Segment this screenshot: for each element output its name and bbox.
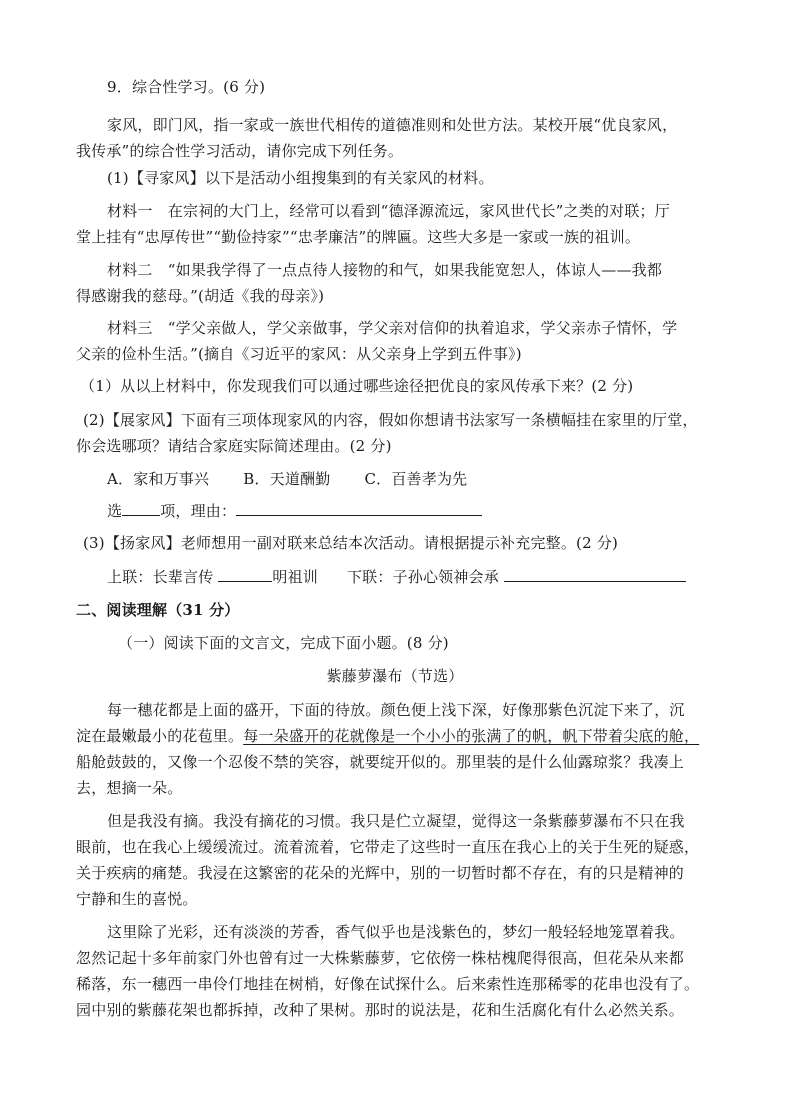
option-blank[interactable] (122, 498, 160, 516)
para-1-line-2-start: 淀在最嫩最小的花苞里。 (76, 727, 244, 745)
para-1-line-2 (76, 723, 716, 749)
intro-line-1: 家风，即门风，指一家或一族世代相传的道德准则和处世方法。某校开展“优良家风， (107, 116, 678, 134)
upper-couplet-suffix: 明祖训 (272, 568, 318, 586)
task-1-heading: (1)【寻家风】以下是活动小组搜集到的有关家风的材料。 (107, 169, 494, 187)
upper-couplet-blank[interactable] (218, 564, 272, 582)
lower-couplet-blank[interactable] (504, 564, 686, 582)
upper-couplet-prefix: 上联：长辈言传 (107, 568, 214, 586)
para-1-line-4: 去，想摘一朵。 (76, 779, 183, 797)
material-1-line-1: 材料一 在宗祠的大门上，经常可以看到“德泽源流远，家风世代长”之类的对联；厅 (107, 202, 670, 220)
section-2-heading: 二、阅读理解（31 分） (76, 601, 240, 619)
para-3-line-2: 忽然记起十多年前家门外也曾有过一大株紫藤萝，它依傍一株枯槐爬得很高，但花朵从来都 (76, 949, 685, 967)
couplet-line (107, 564, 747, 590)
material-2-line-2: 得感谢我的慈母。”(胡适《我的母亲》) (76, 287, 325, 305)
para-2-line-4: 宁静和生的喜悦。 (76, 890, 198, 908)
select-prefix: 选 (107, 502, 123, 520)
para-1-line-3: 船舱鼓鼓的，又像一个忍俊不禁的笑容，就要绽开似的。那里装的是什么仙露琼浆？我凑上 (76, 753, 685, 771)
task-2-line-1: (2)【展家风】下面有三项体现家风的内容，假如你想请书法家写一条横幅挂在家里的厅堂， (83, 411, 698, 429)
para-1-line-1: 每一穗花都是上面的盛开，下面的待放。颜色便上浅下深，好像那紫色沉淀下来了，沉 (107, 701, 685, 719)
task-1-question: （1）从以上材料中，你发现我们可以通过哪些途径把优良的家风传承下来？(2 分) (80, 377, 634, 395)
choices-row (107, 466, 747, 492)
para-2-line-2: 眼前，也在我心上缓缓流过。流着流着，它带走了这些时一直压在我心上的关于生死的疑惑， (76, 838, 700, 856)
passage-title: 紫藤萝瀑布（节选） (326, 667, 464, 685)
para-3-line-1: 这里除了光彩，还有淡淡的芳香，香气似乎也是浅紫色的，梦幻一般轻轻地笼罩着我。 (107, 923, 685, 941)
task-3-line-1: (3)【扬家风】老师想用一副对联来总结本次活动。请根据提示补充完整。(2 分) (83, 534, 619, 552)
para-2-line-3: 关于疾病的痛楚。我浸在这繁密的花朵的光辉中，别的一切暂时都不存在，有的只是精神的 (76, 864, 685, 882)
lower-couplet-prefix: 下联：子孙心领神会承 (346, 568, 499, 586)
material-3-line-1: 材料三 “学父亲做人，学父亲做事，学父亲对信仰的执着追求，学父亲赤子情怀，学 (107, 319, 678, 337)
para-2-line-1: 但是我没有摘。我没有摘花的习惯。我只是伫立凝望，觉得这一条紫藤萝瀑布不只在我 (107, 812, 685, 830)
reason-blank[interactable] (236, 498, 482, 516)
para-3-line-3: 稀落，东一穗西一串伶仃地挂在树梢，好像在试探什么。后来索性连那稀零的花串也没有了。 (76, 975, 700, 993)
select-reason-label: 项，理由： (160, 502, 237, 520)
question-9-title: 9．综合性学习。(6 分) (107, 78, 266, 96)
selection-line (107, 498, 747, 524)
choice-b: B．天道酬勤 (243, 470, 331, 488)
intro-line-2: 我传承”的综合性学习活动，请你完成下列任务。 (76, 142, 404, 160)
underlined-sentence: 每一朵盛开的花就像是一个小小的张满了的帆，帆下带着尖底的舱， (243, 727, 700, 745)
part-1-instruction: （一）阅读下面的文言文，完成下面小题。(8 分) (118, 634, 449, 652)
material-1-line-2: 堂上挂有“忠厚传世”“勤俭持家”“忠孝廉洁”的牌匾。这些大多是一家或一族的祖训。 (76, 228, 641, 246)
material-3-line-2: 父亲的俭朴生活。”(摘自《习近平的家风：从父亲身上学到五件事》) (76, 345, 522, 363)
para-3-line-4: 园中别的紫藤花架也都拆掉，改种了果树。那时的说法是，花和生活腐化有什么必然关系。 (76, 1001, 685, 1019)
task-2-line-2: 你会选哪项？请结合家庭实际简述理由。(2 分) (76, 437, 392, 455)
choice-c: C．百善孝为先 (364, 470, 468, 488)
choice-a: A．家和万事兴 (107, 470, 210, 488)
material-2-line-1: 材料二 “如果我学得了一点点待人接物的和气，如果我能宽恕人，体谅人——我都 (107, 261, 663, 279)
